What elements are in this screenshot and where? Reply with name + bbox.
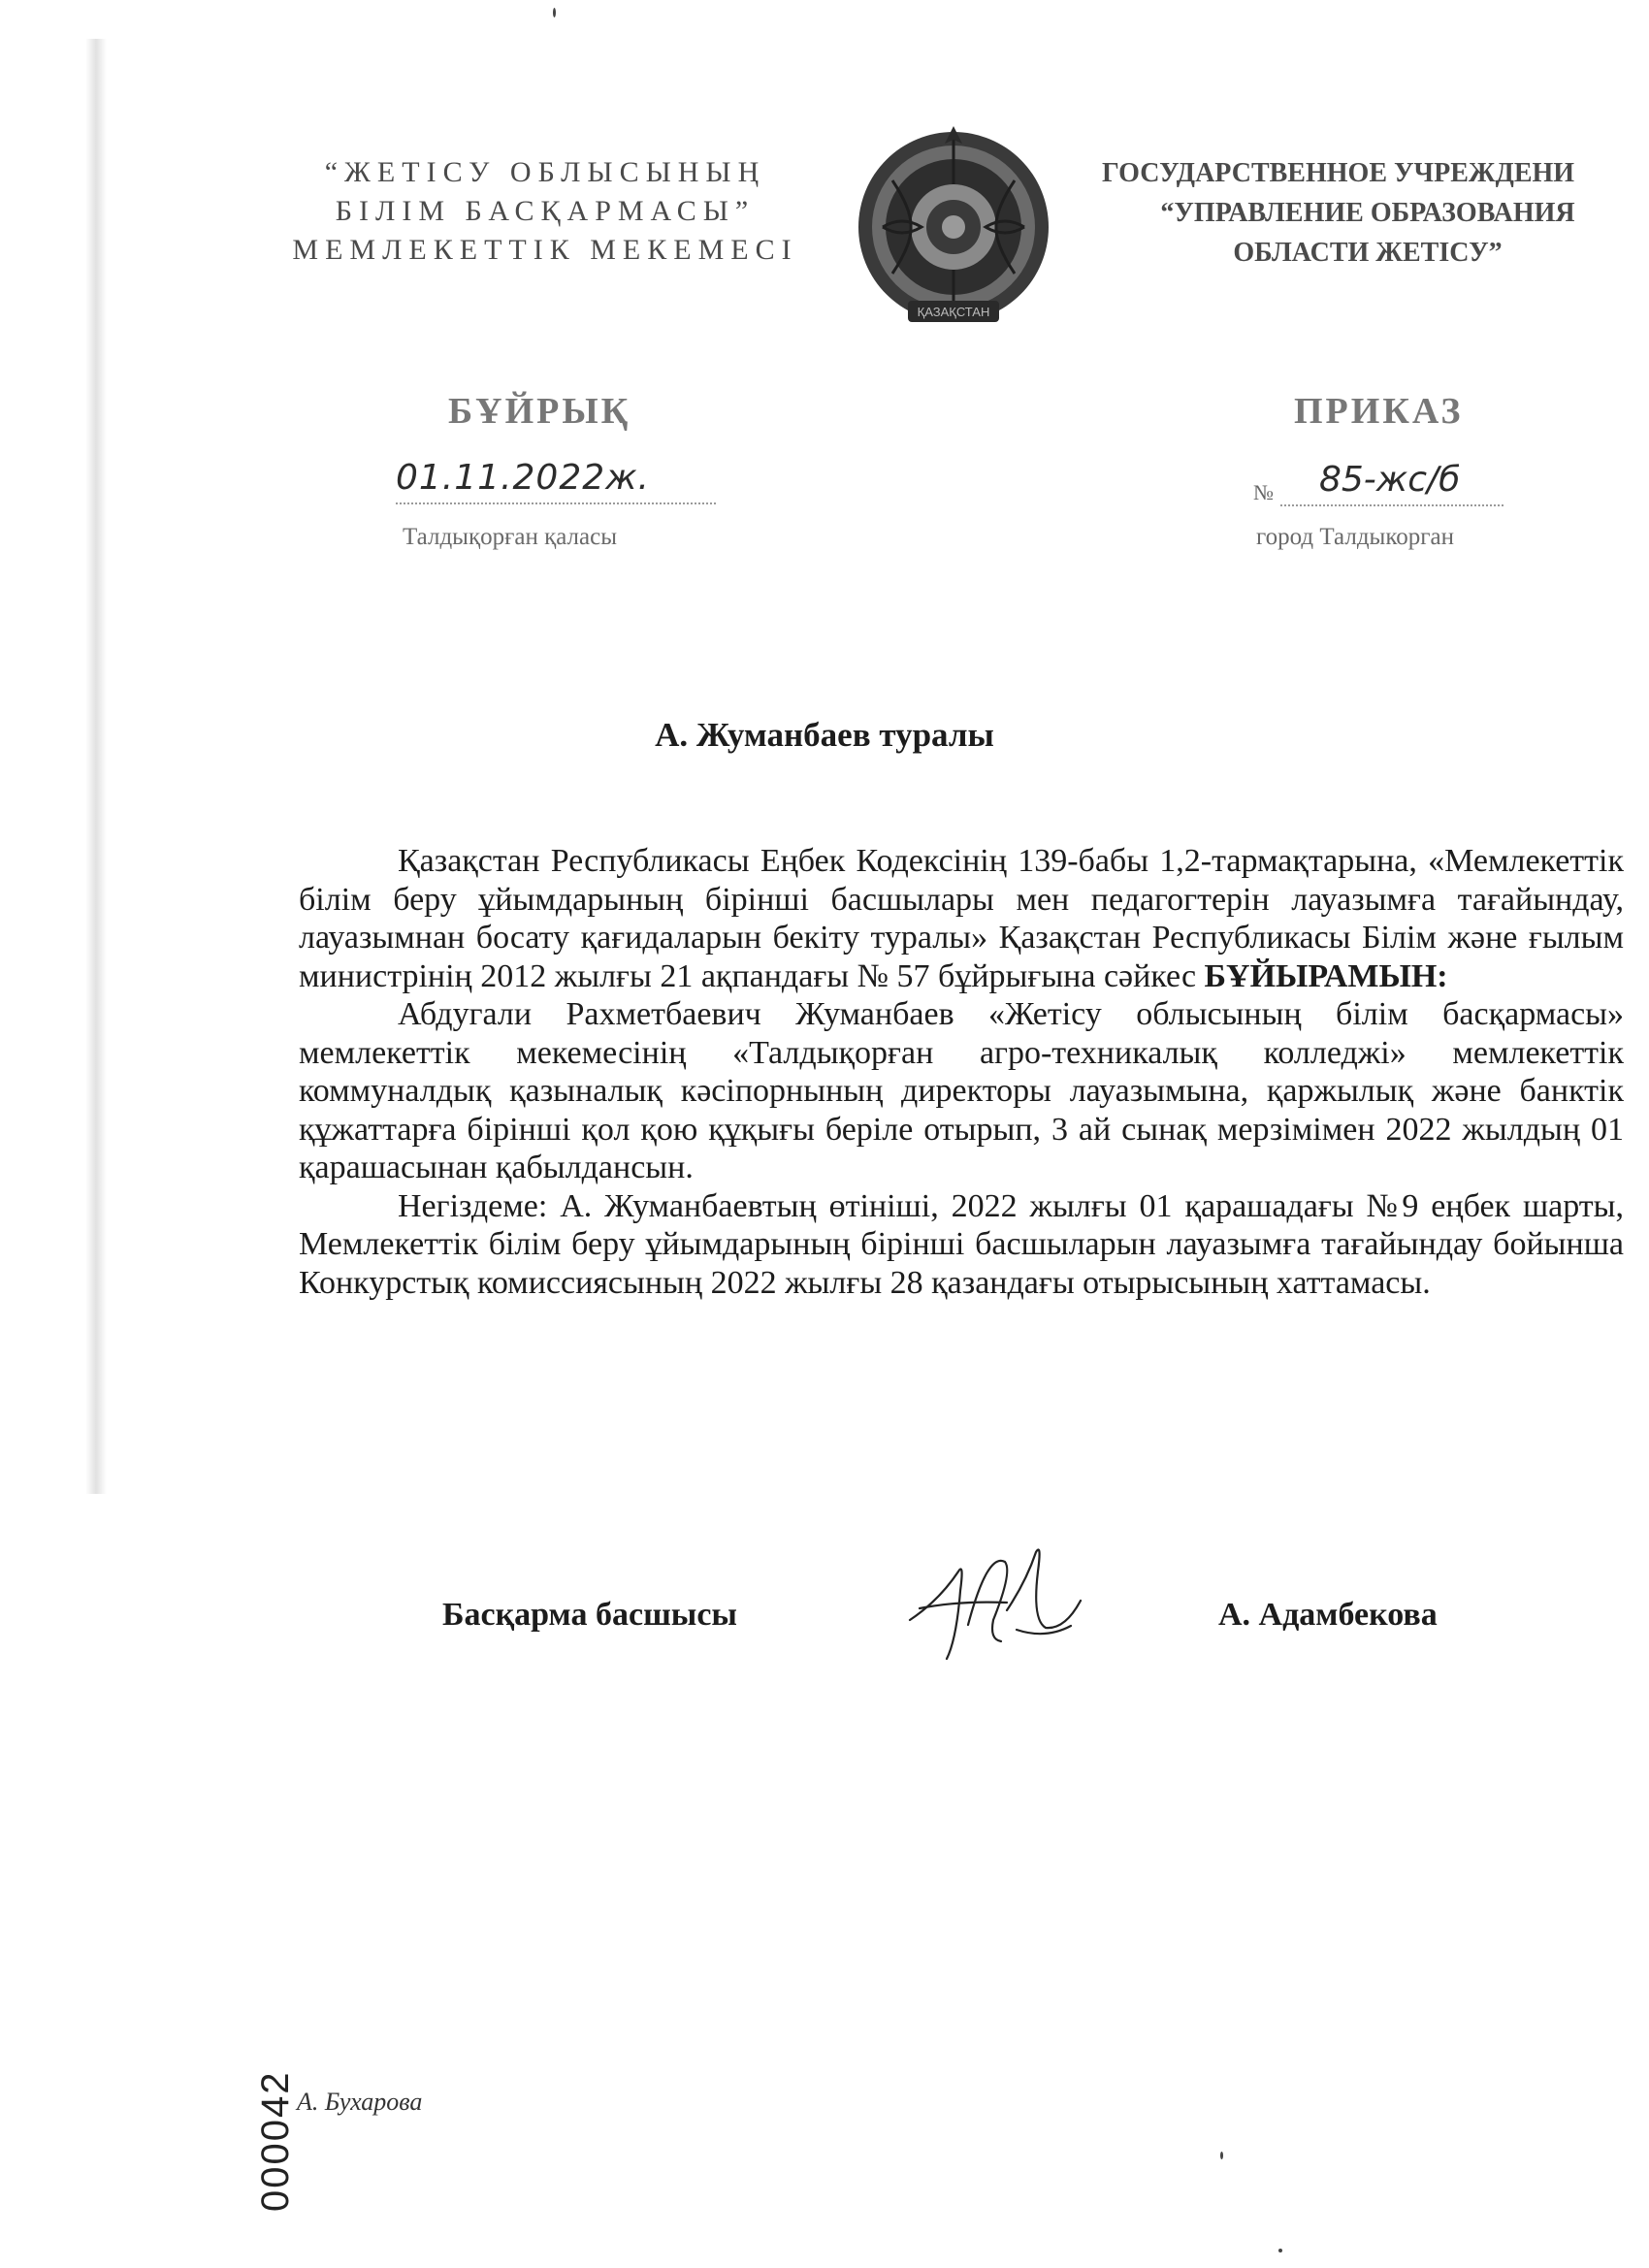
emblem-caption: ҚАЗАҚСТАН <box>917 305 990 319</box>
org-name-kz-line-2: БІЛІМ БАСҚАРМАСЫ” <box>335 195 756 227</box>
city-ru: город Талдыкорган <box>1256 524 1454 550</box>
org-name-kz <box>254 153 836 270</box>
order-number: 85-жс/б <box>1319 460 1461 500</box>
paragraph-grounds: Негіздеме: А. Жуманбаевтың өтініші, 2022 жылғы 01 қарашадағы №9 еңбек шарты, Мемлекеттік білім беру ұйымдарының бірінші басшыларын лауазымға тағайындау бойынша Конкурстық комиссиясының 2022 жылғы 28 қазандағы отырысының хаттамасы. <box>299 1187 1624 1301</box>
doc-kind-ru: ПРИКАЗ <box>1294 391 1464 432</box>
signatory-name: А. Адамбекова <box>1218 1597 1438 1633</box>
doc-kind-kz: БҰЙРЫҚ <box>448 391 631 432</box>
number-underline <box>1280 504 1504 506</box>
order-keyword: БҰЙЫРАМЫН: <box>1204 957 1448 994</box>
signatory-role: Басқарма басшысы <box>442 1597 737 1633</box>
org-name-ru-line-2: “УПРАВЛЕНИЕ ОБРАЗОВАНИЯ <box>1160 198 1575 228</box>
document-title: А. Жуманбаев туралы <box>655 716 994 754</box>
handwritten-signature <box>900 1533 1094 1678</box>
paragraph-appointment: Абдугали Рахметбаевич Жуманбаев «Жетісу облысының білім басқармасы» мемлекеттік мекемесінің «Талдықорған агро-техникалық колледжі» мемлекеттік коммуналдық қазыналық кәсіпорнының директоры лауазымына, қаржылық және банктік құжаттарға бірінші қол қою құқығы беріле отырып, 3 ай сынақ мерзімімен 2022 жылдың 01 қарашасынан қабылдансын. <box>299 996 1624 1185</box>
org-name-kz-line-1: “ЖЕТІСУ ОБЛЫСЫНЫҢ <box>324 156 766 188</box>
page-stamp-number: 000042 <box>254 2070 297 2212</box>
paragraph-legal-basis <box>299 842 1624 995</box>
order-date: 01.11.2022ж. <box>396 458 650 498</box>
scan-shadow <box>85 39 107 1494</box>
paragraph-legal-basis-text: Қазақстан Республикасы Еңбек Кодексінің 139-бабы 1,2-тармақтарына, «Мемлекеттік білім беру ұйымдарының бірінші басшылары мен педагогтерін лауазымға тағайындау, лауазымнан босату қағидаларын бекіту туралы» Қазақстан Республикасы Білім және ғылым министрінің 2012 жылғы 21 ақпандағы № 57 бұйрығына сәйкес <box>299 843 1624 994</box>
state-emblem-icon <box>854 122 1053 340</box>
scan-speck <box>1220 2152 1223 2159</box>
org-name-ru-line-1: ГОСУДАРСТВЕННОЕ УЧРЕЖДЕНИ <box>1102 158 1575 188</box>
document-body <box>299 842 1624 1302</box>
executor-name: А. Бухарова <box>297 2088 423 2116</box>
org-name-kz-line-3: МЕМЛЕКЕТТІК МЕКЕМЕСІ <box>292 234 798 266</box>
city-kz: Талдықорған қаласы <box>403 524 618 550</box>
date-underline <box>396 502 716 504</box>
number-sign: № <box>1253 480 1274 504</box>
org-name-ru <box>1086 153 1649 273</box>
scan-speck <box>1278 2249 1282 2252</box>
scan-speck <box>553 8 556 17</box>
org-name-ru-line-3: ОБЛАСТИ ЖЕТІСУ” <box>1233 238 1503 268</box>
